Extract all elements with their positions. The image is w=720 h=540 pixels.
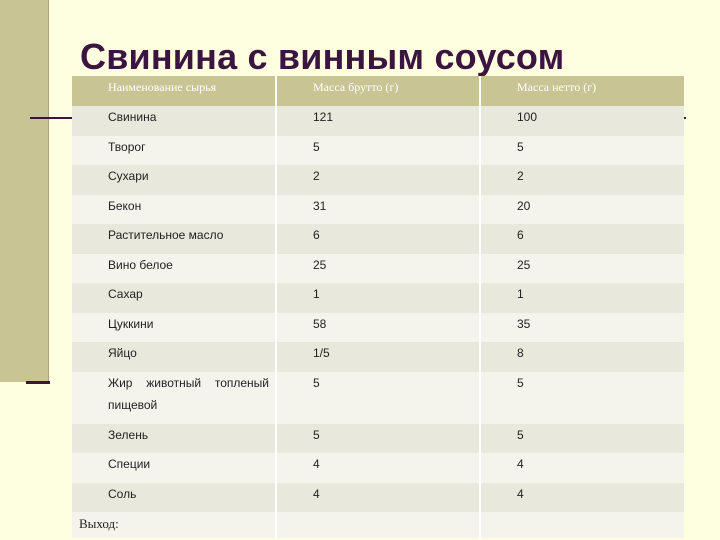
decorative-side-line [26, 381, 50, 384]
net-mass: 4 [480, 453, 684, 483]
table-row [72, 195, 684, 225]
ingredient-name: Сахар [108, 287, 143, 301]
recipe-table-container [72, 76, 684, 538]
table-row [72, 313, 684, 343]
table-header-row [72, 76, 684, 106]
table-row [72, 453, 684, 483]
table-row [72, 106, 684, 136]
table-row [72, 483, 684, 513]
gross-mass: 5 [276, 136, 480, 166]
slide-title: Свинина с винным соусом [80, 36, 565, 77]
table-row [72, 224, 684, 254]
ingredient-name: Бекон [108, 198, 142, 213]
ingredient-name: Цуккини [108, 316, 154, 331]
recipe-table [72, 76, 684, 538]
gross-mass: 4 [276, 483, 480, 513]
table-footer-row [72, 512, 684, 538]
gross-mass: 121 [276, 106, 480, 136]
ingredient-name: Яйцо [108, 346, 137, 360]
yield-label: Выход: [79, 516, 119, 531]
net-mass: 5 [480, 424, 684, 454]
gross-mass: 6 [276, 224, 480, 254]
ingredient-name: Специи [108, 457, 151, 471]
header-ingredient: Наименование сырья [108, 80, 217, 94]
net-mass: 6 [480, 224, 684, 254]
header-gross-mass: Масса брутто (г) [276, 76, 480, 106]
table-row [72, 283, 684, 313]
gross-mass: 58 [276, 313, 480, 343]
ingredient-name: Растительное масло [108, 228, 224, 242]
ingredient-name: Жир животный топленый пищевой [108, 375, 269, 412]
table-row [72, 136, 684, 166]
net-mass: 100 [480, 106, 684, 136]
ingredient-name: Творог [108, 139, 146, 154]
decorative-side-bar [0, 0, 49, 382]
gross-mass: 4 [276, 453, 480, 483]
yield-gross-mass [276, 512, 480, 538]
ingredient-name: Соль [108, 486, 137, 501]
yield-net-mass [480, 512, 684, 538]
gross-mass: 1/5 [276, 342, 480, 372]
net-mass: 5 [480, 372, 684, 424]
net-mass: 35 [480, 313, 684, 343]
gross-mass: 5 [276, 424, 480, 454]
net-mass: 20 [480, 195, 684, 225]
net-mass: 1 [480, 283, 684, 313]
table-row [72, 254, 684, 284]
ingredient-name: Зелень [108, 427, 149, 442]
table-row [72, 342, 684, 372]
gross-mass: 31 [276, 195, 480, 225]
gross-mass: 25 [276, 254, 480, 284]
table-row [72, 424, 684, 454]
net-mass: 2 [480, 165, 684, 195]
net-mass: 25 [480, 254, 684, 284]
net-mass: 5 [480, 136, 684, 166]
ingredient-name: Сухари [108, 169, 149, 183]
header-net-mass: Масса нетто (г) [480, 76, 684, 106]
net-mass: 4 [480, 483, 684, 513]
gross-mass: 1 [276, 283, 480, 313]
ingredient-name: Свинина [108, 110, 157, 124]
table-row [72, 165, 684, 195]
gross-mass: 2 [276, 165, 480, 195]
ingredient-name: Вино белое [108, 257, 173, 272]
gross-mass: 5 [276, 372, 480, 424]
net-mass: 8 [480, 342, 684, 372]
table-row [72, 372, 684, 424]
